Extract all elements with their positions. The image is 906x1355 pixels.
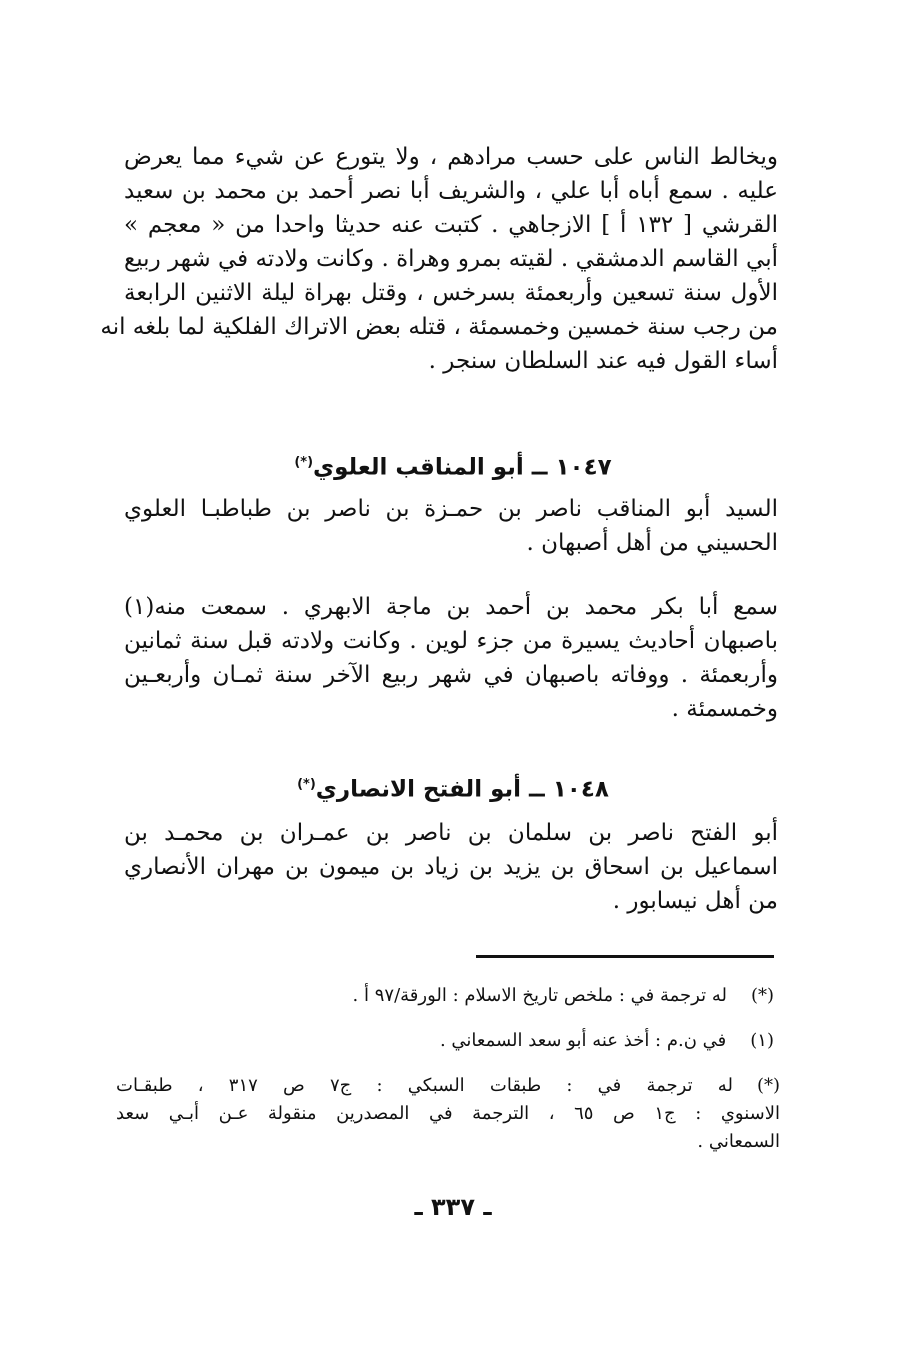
footnote	[124, 982, 774, 1010]
text-line: ويخالط الناس على حسب مرادهم ، ولا يتورع عن شيء مما يعرض	[124, 144, 778, 170]
entry-1047-title: ١٠٤٧ ــ أبو المناقب العلوي	[313, 454, 612, 481]
footnote-separator	[476, 955, 774, 958]
text-line: أبي القاسم الدمشقي . لقيته بمرو وهراة . وكانت ولادته في شهر ربيع	[124, 246, 778, 272]
page-number: ـ ٣٣٧ ـ	[414, 1193, 492, 1221]
text-line: عليه . سمع أباه أبا علي ، والشريف أبا نصر أحمد بن محمد بن سعيد	[124, 178, 778, 204]
entry-1047-footnote-mark: (*)	[294, 455, 314, 470]
text-line: من رجب سنة خمسين وخمسمئة ، قتله بعض الاتراك الفلكية لما بلغه انه	[100, 314, 778, 340]
entry-1047-heading	[0, 446, 906, 485]
text-line: أبو الفتح ناصر بن سلمان بن ناصر بن عمـران بن محمـد بن	[124, 820, 778, 846]
text-line: أساء القول فيه عند السلطان سنجر .	[428, 348, 778, 374]
footnote-text: له ترجمة في : ملخص تاريخ الاسلام : الورقة/٩٧ أ .	[352, 985, 727, 1006]
footnote-line: الاسنوي : ج١ ص ٦٥ ، الترجمة في المصدرين منقولة عـن أبـي سعد	[116, 1103, 781, 1124]
footnote-marker: (١)	[750, 1030, 774, 1051]
footnote-line: السمعاني .	[697, 1131, 780, 1152]
text-line: باصبهان أحاديث يسيرة من جزء لوين . وكانت ولادته قبل سنة ثمانين	[124, 628, 778, 654]
footnote-marker: (*)	[750, 985, 774, 1006]
footnote-line	[124, 1027, 774, 1055]
entry-1048-footnote-mark: (*)	[297, 777, 316, 792]
entry-1047-paragraph-1	[124, 492, 778, 560]
footnote-text: في ن.م : أخذ عنه أبو سعد السمعاني .	[439, 1030, 727, 1051]
entry-1048-heading	[0, 768, 906, 807]
text-line: وخمسمئة .	[671, 696, 778, 722]
text-line: وأربعمئة . ووفاته باصبهان في شهر ربيع الآخر سنة ثمـان وأربعـين	[124, 662, 778, 688]
text-line: من أهل نيسابور .	[612, 888, 778, 914]
text-line: سمع أبا بكر محمد بن أحمد بن ماجة الابهري . سمعت منه(١)	[124, 594, 778, 620]
entry-1047-paragraph-2	[124, 590, 778, 726]
footnote-line	[124, 982, 774, 1010]
footnote	[124, 1027, 774, 1055]
entry-1048-paragraph-1	[124, 816, 778, 918]
text-line: الحسيني من أهل أصبهان .	[526, 530, 778, 556]
entry-1048-title: ١٠٤٨ ــ أبو الفتح الانصاري	[315, 776, 609, 803]
text-line: الأول سنة تسعين وأربعمئة بسرخس ، وقتل بهراة ليلة الاثنين الرابعة	[124, 280, 778, 306]
footnote	[116, 1072, 780, 1156]
text-line: القرشي [ ١٣٢ أ ] الازجاهي . كتبت عنه حديثا واحدا من « معجم »	[124, 212, 778, 238]
footnote-text: له ترجمة في : طبقات السبكي : ج٧ ص ٣١٧ ، طبقـات	[116, 1075, 733, 1096]
text-line: السيد أبو المناقب ناصر بن حمـزة بن ناصر بن طباطبـا العلوي	[124, 496, 778, 522]
footnote-marker: (*)	[756, 1075, 780, 1096]
text-line: اسماعيل بن اسحاق بن يزيد بن زياد بن ميمون بن مهران الأنصاري	[124, 854, 778, 880]
top-paragraph	[100, 140, 778, 378]
footnote-line	[116, 1072, 780, 1100]
